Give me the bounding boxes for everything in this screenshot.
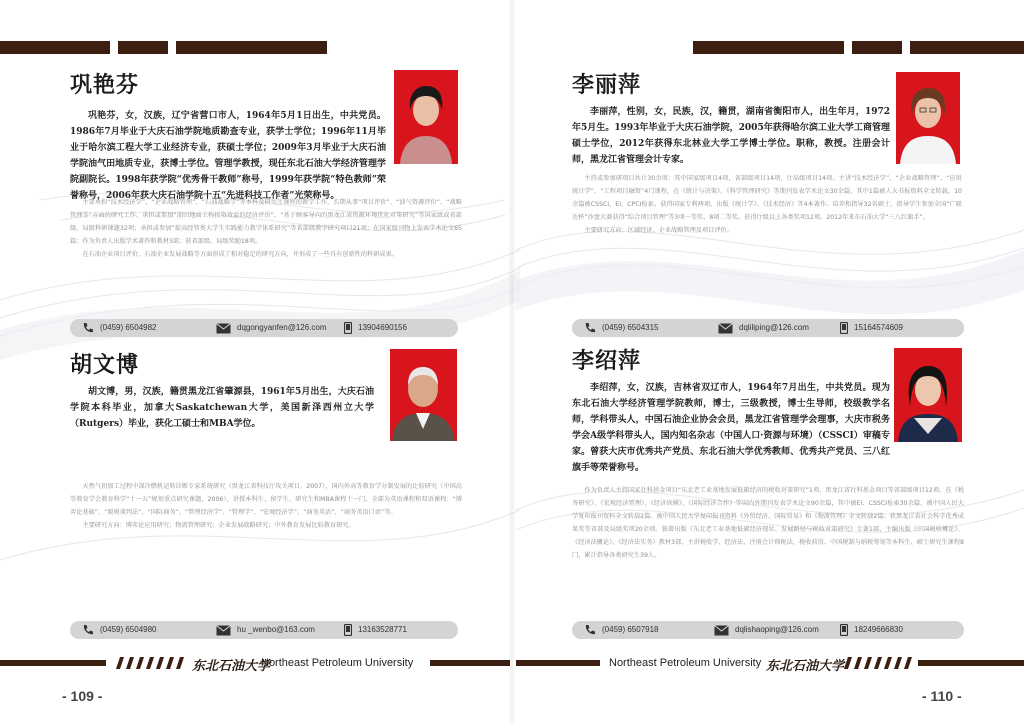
footer-bar	[516, 660, 600, 666]
university-logo-cn: 东北石油大学	[766, 659, 845, 674]
contact-bar	[572, 319, 964, 337]
email-address[interactable]: dqlishaoping@126.com	[735, 625, 819, 634]
details-paragraph: 主要研究方向：博弈论应用研究；物流管理研究；企业发展战略研究；中外教育发展比较教育研究。	[82, 522, 355, 529]
email-icon	[714, 625, 729, 636]
profile-intro	[70, 108, 386, 204]
intro-text: 巩艳芬，女，汉族，辽宁省营口市人，1964年5月1日出生，中共党员。1986年7月毕业于大庆石油学院地质勘查专业，获学士学位；1996年11月毕业于哈尔滨工程大学工业经济专业，获硕士学位；2009年3月毕业于大庆石油学院油气田地质专业，获博士学位。管理学教授，现任东北石油大学经济管理学院副院长。1998年获学院“优秀骨干教师”称号，1999年获学院“特色教师”荣誉称号，2006年获大庆石油学院十五“先进科技工作者”光荣称号。	[70, 111, 386, 201]
profile-details	[70, 196, 462, 261]
details-paragraph: 天然气初加工过程中深冷燃机运转诊断专家系统研究（黑龙江省科技厅攻关项目，2007），国内外高等教育学分制发展的比较研究（中国高等教育学会教育科学“十一五”规划重点研究课题，2006），讲授本科生、留学生、研究生和MBA课程十一门，全部为英语课程和双语课程：“博弈论基础”、“原则谈判法”、“国际商务”、“管理经济学”、“管理学”、“宏观经济学”、“商务英语”、“商务英语口语”等。	[70, 483, 462, 516]
phone-icon	[82, 322, 94, 334]
footer-stripes	[112, 657, 186, 669]
profile-intro	[572, 380, 890, 476]
contact-phone	[82, 322, 157, 334]
details-paragraph: 在石油企业项目评价、石油企业发展战略等方面形成了相对稳定的研究方向，并形成了一些具有创新性的科研成果。	[82, 251, 398, 258]
email-icon	[718, 323, 733, 334]
footer-bar	[430, 660, 510, 666]
top-bar	[118, 41, 168, 54]
profile-name: 胡文博	[70, 353, 140, 378]
mobile-number: 13163528771	[358, 625, 407, 634]
profile-details	[572, 484, 964, 562]
intro-text: 李丽萍，性别，女，民族，汉，籍贯，湖南省衡阳市人，出生年月，1972年5月生。1993年毕业于大庆石油学院，2005年获得哈尔滨工业大学工商管理硕士学位，2012年获得东北林业大学工学博士学位。职称，教授。注册会计师，黑龙江省管理会计专家。	[572, 107, 890, 165]
phone-icon	[584, 322, 596, 334]
contact-email[interactable]	[714, 624, 819, 636]
university-name-en: Northeast Petroleum University	[609, 657, 762, 669]
profile-photo	[394, 70, 458, 164]
footer-bar	[918, 660, 1024, 666]
email-address[interactable]: dqliliping@126.com	[739, 323, 809, 332]
profile-photo	[896, 72, 960, 164]
contact-mobile	[840, 624, 903, 636]
email-address[interactable]: dqgongyanfen@126.com	[237, 323, 327, 332]
details-paragraph: 主持或参加研项目共计30余项：其中国家级项目4项，省部级项目14项，厅局级项目14项。主讲“技术经济学”、“企业战略管理”、“应用统计学”、“工程项目融资”4门课程，在《统计与决策》、《科学管理研究》等期刊发表学术论文30余篇，其中1篇被人大书报资料全文转载，10余篇被CSSCI、EI、CPCI检索。获得国家专利两项。出版《统计学》、《技术经济》等4本著作。培养和指导32名硕士，指导学生参加全国“广联达杯”沙盘大赛获得“综合项目管理”等3项一等奖、8项二等奖。获得厅级以上各类奖项12项。2012年来东石油大学“三八红旗手”。	[572, 175, 962, 221]
mobile-number: 18249666830	[854, 625, 903, 634]
profile-name: 李绍萍	[572, 349, 642, 374]
contact-bar	[70, 621, 458, 639]
contact-mobile	[840, 322, 903, 334]
contact-mobile	[344, 624, 407, 636]
details-paragraph: 作为负责人主持国家社科基金项目“东北老工业基地发展低碳经济的税收对策研究”1项，黑龙江省社科基金项目等省部级项目12项。在《税务研究》、《宏观经济管理》、《经济纵横》、《国际经济合作》等国内外期刊发表学术论文90余篇，其中被EI、CSSCI检索30余篇，被中国人民大学复印报刊资料全文转载2篇。被中国人民大学复印报刊资料《外贸经济、国际贸易》和《物流管理》全文转载2篇。获黑龙江省社会科学优秀成果奖等省部及局级奖项20余项。独著出版《东北老工业基地低碳经济现状、发展路径与税收对策研究》专著1部，主编出版《中国税收概论》、《经济法概论》、《经济法实务》教材3部，主讲税收学、经济法、注册会计师税法、税收前沿、中国税制与纳税筹划等本科生、硕士研究生课程8门，累计指导各类研究生39人。	[572, 487, 964, 559]
top-bar	[693, 41, 844, 54]
top-bar	[852, 41, 902, 54]
profile-details	[70, 480, 462, 532]
university-logo-cn: 东北石油大学	[192, 659, 271, 674]
page-number: - 110 -	[922, 688, 962, 704]
contact-email[interactable]	[216, 322, 327, 334]
intro-text: 胡文博，男，汉族，籍贯黑龙江省肇源县，1961年5月出生，大庆石油学院本科毕业，加拿大Saskatchewan大学，美国新泽西州立大学（Rutgers）毕业，获化工硕士和MBA学位。	[70, 387, 374, 429]
contact-email[interactable]	[216, 624, 315, 636]
page-number: - 109 -	[62, 688, 103, 704]
mobile-icon	[840, 322, 848, 334]
top-bar	[910, 41, 1024, 54]
contact-bar	[572, 621, 964, 639]
intro-text: 李绍萍，女，汉族，吉林省双辽市人，1964年7月出生，中共党员。现为东北石油大学经济管理学院教师，博士，三级教授，博士生导师，校级教学名师，学科带头人，中国石油企业协会会员，黑龙江省管理学会理事，大庆市税务学会A级学科带头人，国内知名杂志（中国人口·资源与环境）（CSSCI）审稿专家。曾获大庆市优秀共产党员、东北石油大学优秀教师、优秀共产党员、三八红旗手等荣誉称号。	[572, 383, 890, 473]
phone-number: (0459) 6504980	[100, 625, 157, 634]
profile-intro	[70, 384, 374, 432]
contact-bar	[70, 319, 458, 337]
mobile-icon	[344, 624, 352, 636]
mobile-number: 13904690156	[358, 323, 407, 332]
profile-photo	[894, 348, 962, 442]
profile-intro	[572, 104, 890, 168]
contact-phone	[584, 624, 659, 636]
profile-photo	[390, 349, 457, 441]
details-paragraph: 主要承担“技术经济学”、“企业战略管理”、“石油战略学”等本科及研究生课程的教学工作，长期从事“项目评价”、“油气资源评价”、“战略管理等”方面的研究工作。承担或参加“油田地面工程投资效益的经济评价”、“基于顾客导向的黑龙江省资源环境优化对策研究”等国家级或省部级、局级科研课题32项；承担或参加“提高经管类大学生实践能力教学体系研究”等省部级教学研究项目21项；在国家级刊物上发表学术论文65篇；作为负责人出版学术著作和教材3部；获省部级、局级奖励18项。	[70, 199, 462, 245]
profile-details	[572, 172, 962, 237]
email-icon	[216, 625, 231, 636]
footer-bar	[0, 660, 106, 666]
phone-icon	[584, 624, 596, 636]
details-paragraph: 主要研究方向：区域经济，企业战略管理及项目评价。	[584, 227, 733, 234]
contact-email[interactable]	[718, 322, 809, 334]
page-gutter	[508, 0, 516, 723]
contact-phone	[584, 322, 659, 334]
phone-number: (0459) 6504315	[602, 323, 659, 332]
phone-icon	[82, 624, 94, 636]
profile-name: 李丽萍	[572, 73, 642, 98]
phone-number: (0459) 6507918	[602, 625, 659, 634]
top-bar	[0, 41, 110, 54]
contact-phone	[82, 624, 157, 636]
mobile-icon	[344, 322, 352, 334]
mobile-number: 15164574609	[854, 323, 903, 332]
footer-stripes	[840, 657, 914, 669]
contact-mobile	[344, 322, 407, 334]
mobile-icon	[840, 624, 848, 636]
profile-name: 巩艳芬	[70, 73, 140, 98]
top-bar	[176, 41, 327, 54]
email-address[interactable]: hu _wenbo@163.com	[237, 625, 315, 634]
university-name-en: Northeast Petroleum University	[261, 657, 414, 669]
email-icon	[216, 323, 231, 334]
phone-number: (0459) 6504982	[100, 323, 157, 332]
